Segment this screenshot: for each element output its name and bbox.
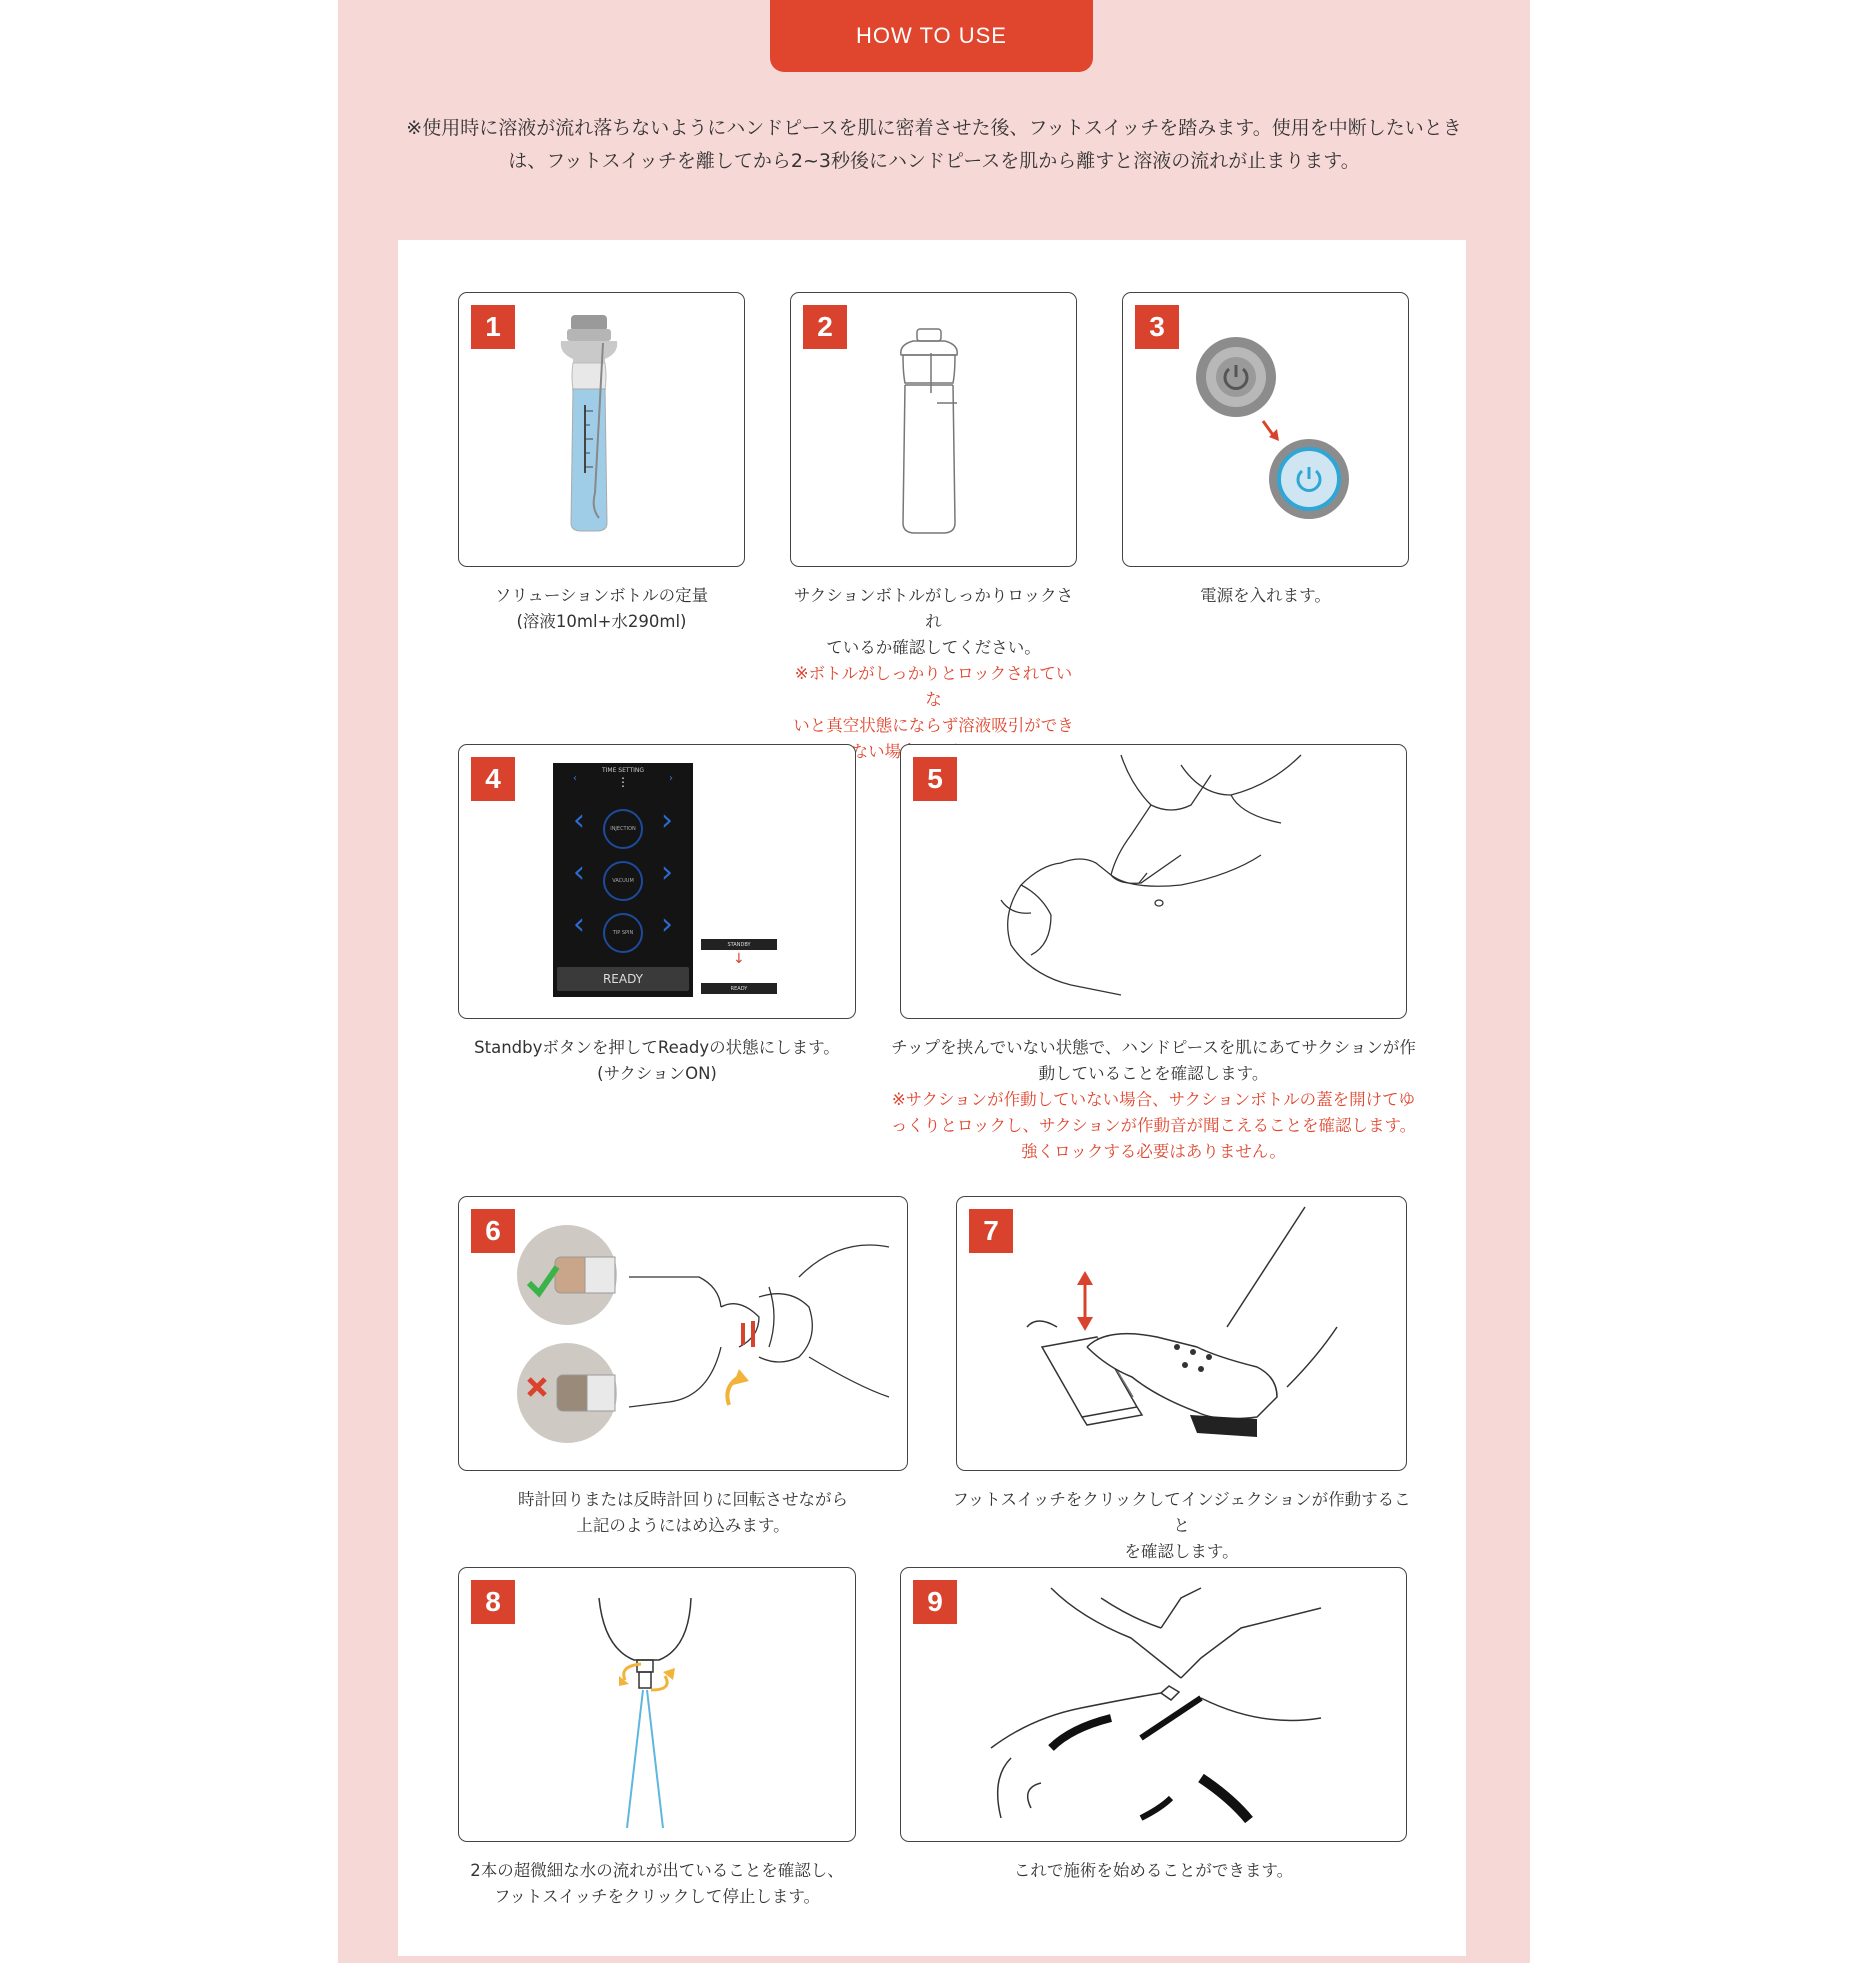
- caption-line: 電源を入れます。: [1200, 586, 1331, 605]
- step-7-image: [956, 1196, 1407, 1471]
- step-4-caption: [458, 1035, 856, 1087]
- caption-line: 動していることを確認します。: [1038, 1064, 1269, 1083]
- step-4-image: [458, 744, 856, 1019]
- caption-line: を確認します。: [1124, 1542, 1239, 1561]
- ready-label: READY: [701, 983, 777, 994]
- caption-line: Standbyボタンを押してReadyの状態にします。: [474, 1038, 840, 1057]
- step-5-image: [900, 744, 1407, 1019]
- step-number: 3: [1135, 305, 1179, 349]
- step-number: 6: [471, 1209, 515, 1253]
- step-number: 2: [803, 305, 847, 349]
- solution-bottle-illustration: [459, 293, 745, 567]
- down-arrow-icon: ↓: [733, 951, 745, 967]
- step-7-caption: [946, 1487, 1417, 1565]
- caption-line: ているか確認してください。: [826, 638, 1041, 657]
- power-button-illustration: [1123, 293, 1409, 567]
- step-8-caption: [428, 1858, 886, 1910]
- step-5-caption: [886, 1035, 1421, 1165]
- step-8-image: [458, 1567, 856, 1842]
- caption-note: いと真空状態にならず溶液吸引ができ: [793, 716, 1074, 735]
- section-title-tab: [770, 0, 1093, 72]
- step-number: 1: [471, 305, 515, 349]
- caption-line: (サクションON): [597, 1064, 717, 1083]
- tip-spin-dial: TIP SPIN: [603, 913, 643, 953]
- step-number: 8: [471, 1580, 515, 1624]
- step-number: 5: [913, 757, 957, 801]
- section-title: HOW TO USE: [856, 23, 1007, 48]
- right-chevron-icon: ›: [661, 803, 673, 838]
- caption-note: ※サクションが作動していない場合、サクションボトルの蓋を開けてゆ: [891, 1090, 1416, 1109]
- caption-line: これで施術を始めることができます。: [1013, 1861, 1294, 1880]
- left-chevron-icon: ‹: [573, 773, 577, 784]
- caption-line: 上記のようにはめ込みます。: [576, 1516, 790, 1535]
- foot-switch-illustration: [957, 1197, 1407, 1471]
- ready-button: READY: [557, 967, 689, 991]
- left-chevron-icon: ‹: [573, 907, 585, 942]
- step-1-caption: [458, 583, 745, 635]
- step-2-image: [790, 292, 1077, 567]
- caption-note: ※ボトルがしっかりとロックされていな: [794, 664, 1073, 709]
- handpiece-on-skin-illustration: [901, 745, 1407, 1019]
- caption-line: チップを挟んでいない状態で、ハンドピースを肌にあてサクションが作: [891, 1038, 1416, 1057]
- standby-label: STANDBY: [701, 939, 777, 950]
- water-stream-illustration: [459, 1568, 856, 1842]
- screen-title: TIME SETTING: [601, 767, 645, 774]
- injection-dial: INJECTION: [603, 809, 643, 849]
- caption-note: っくりとロックし、サクションが作動音が聞こえることを確認します。: [890, 1116, 1417, 1135]
- left-chevron-icon: ‹: [573, 855, 585, 890]
- caption-line: ソリューションボトルの定量: [494, 586, 709, 605]
- step-9-caption: [900, 1858, 1407, 1884]
- device-screen: [553, 763, 693, 997]
- step-9-image: [900, 1567, 1407, 1842]
- caption-line: 2本の超微細な水の流れが出ていることを確認し、: [470, 1861, 844, 1880]
- steps-card: [398, 240, 1466, 1956]
- suction-bottle-illustration: [791, 293, 1077, 567]
- caption-line: サクションボトルがしっかりロックされ: [793, 586, 1074, 631]
- caption-line: (溶液10ml+水290ml): [516, 612, 687, 631]
- tip-attach-illustration: [459, 1197, 908, 1471]
- caption-line: 時計回りまたは反時計回りに回転させながら: [518, 1490, 848, 1509]
- step-6-image: [458, 1196, 908, 1471]
- treatment-illustration: [901, 1568, 1407, 1842]
- step-2-caption: [790, 583, 1077, 765]
- intro-note: ※使用時に溶液が流れ落ちないようにハンドピースを肌に密着させた後、フットスイッチを踏みます。使用を中断したいときは、フットスイッチを離してから2~3秒後にハンドピースを肌から離すと溶液の流れが止まります。: [406, 117, 1462, 172]
- right-chevron-icon: ›: [661, 907, 673, 942]
- step-1-image: [458, 292, 745, 567]
- step-number: 9: [913, 1580, 957, 1624]
- step-number: 4: [471, 757, 515, 801]
- how-to-use-panel: [338, 0, 1530, 1963]
- right-chevron-icon: ›: [669, 773, 673, 784]
- left-chevron-icon: ‹: [573, 803, 585, 838]
- step-3-caption: [1122, 583, 1409, 609]
- step-6-caption: [458, 1487, 908, 1539]
- more-icon: ⋮: [617, 775, 629, 789]
- right-chevron-icon: ›: [661, 855, 673, 890]
- caption-line: フットスイッチをクリックしてインジェクションが作動すること: [952, 1490, 1411, 1535]
- step-number: 7: [969, 1209, 1013, 1253]
- vacuum-dial: VACUUM: [603, 861, 643, 901]
- step-3-image: [1122, 292, 1409, 567]
- caption-note: 強くロックする必要はありません。: [1021, 1142, 1286, 1161]
- caption-line: フットスイッチをクリックして停止します。: [493, 1887, 821, 1906]
